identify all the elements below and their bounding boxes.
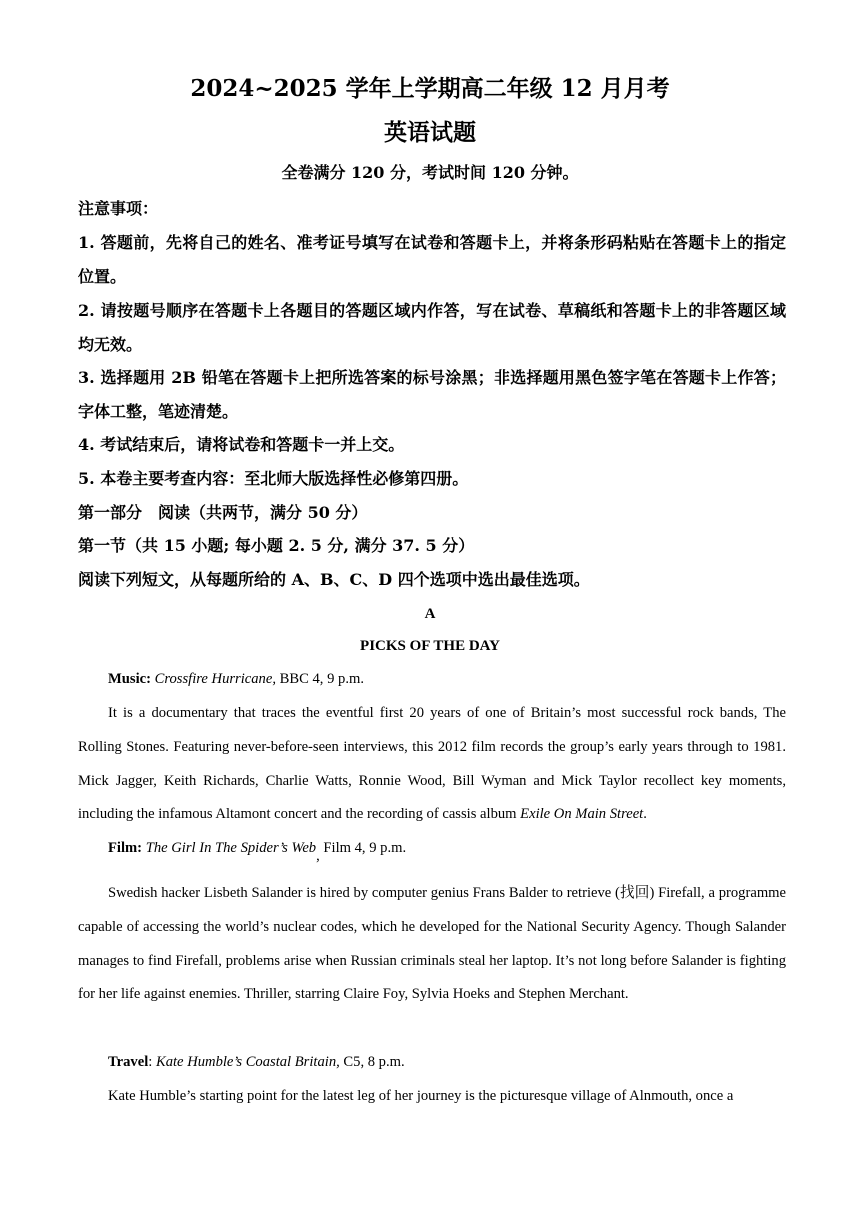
- music-info: BBC 4, 9 p.m.: [275, 671, 364, 687]
- notes-heading: 注意事项：: [78, 199, 159, 218]
- music-body: [78, 697, 786, 832]
- travel-body: Kate Humble’s starting point for the latest leg of her journey is the picturesque village of Alnmouth, once a: [108, 1088, 734, 1104]
- passage-heading: PICKS OF THE DAY: [360, 638, 500, 654]
- film-title: The Girl In The Spider’s Web: [145, 840, 317, 856]
- note-item-3: 3. 选择题用 2B 铅笔在答题卡上把所选答案的标号涂黑；非选择题用黑色签字笔在答题卡上作答；字体工整，笔迹清楚。: [78, 368, 786, 421]
- travel-entry: [78, 1046, 786, 1080]
- travel-title: Kate Humble’s Coastal Britain,: [152, 1054, 340, 1070]
- music-title: Crossfire Hurricane,: [154, 671, 276, 687]
- film-separator: ,: [316, 848, 320, 864]
- travel-label: Travel: [108, 1054, 149, 1070]
- exam-meta: 全卷满分 120 分，考试时间 120 分钟。: [281, 163, 579, 182]
- film-entry: [78, 832, 786, 866]
- film-body: Swedish hacker Lisbeth Salander is hired by computer genius Frans Balder to retrieve (找回) Firefall, a programme capable of accessing the world’s nuclear codes, which he developed for the National Security Agency. Though Salander manages to find Firefall, problems arise when Russian criminals steal her laptop. It’s not long before Salander is fighting for her life against enemies. Thriller, starring Claire Foy, Sylvia Hoeks and Stephen Merchant.: [78, 885, 786, 1003]
- exam-title: 2024~2025 学年上学期高二年级 12 月月考: [190, 75, 670, 102]
- instruction-text: 阅读下列短文，从每题所给的 A、B、C、D 四个选项中选出最佳选项。: [78, 570, 590, 589]
- note-item-2: 2. 请按题号顺序在答题卡上各题目的答题区域内作答，写在试卷、草稿纸和答题卡上的非答题区域均无效。: [78, 301, 786, 354]
- note-item-5: 5. 本卷主要考查内容：至北师大版选择性必修第四册。: [78, 469, 469, 488]
- passage-letter: A: [424, 606, 436, 622]
- film-info: Film 4, 9 p.m.: [319, 840, 407, 856]
- music-label: Music:: [108, 671, 151, 687]
- note-item-1: 1. 答题前，先将自己的姓名、准考证号填写在试卷和答题卡上，并将条形码粘贴在答题卡上的指定位置。: [78, 233, 786, 286]
- subsection-heading: 第一节（共 15 小题; 每小题 2. 5 分, 满分 37. 5 分）: [78, 536, 475, 555]
- music-body-end: .: [643, 806, 647, 823]
- travel-info: C5, 8 p.m.: [339, 1054, 405, 1070]
- music-album-title: Exile On Main Street: [520, 806, 644, 823]
- exam-subject: 英语试题: [384, 119, 476, 146]
- travel-colon: :: [148, 1054, 153, 1070]
- part-heading: 第一部分 阅读（共两节，满分 50 分）: [78, 503, 368, 522]
- film-label: Film:: [108, 840, 143, 856]
- music-entry: [78, 663, 786, 697]
- music-body-text: It is a documentary that traces the eventful first 20 years of one of Britain’s most successful rock bands, The Rolling Stones. Featuring never-before-seen interviews, this 2012 film records the group’s early years through to 1981. Mick Jagger, Keith Richards, Charlie Watts, Ronnie Wood, Bill Wyman and Mick Taylor recollect key moments, including the infamous Altamont concert and the recording of cassis album: [78, 705, 786, 823]
- note-item-4: 4. 考试结束后，请将试卷和答题卡一并上交。: [78, 435, 405, 454]
